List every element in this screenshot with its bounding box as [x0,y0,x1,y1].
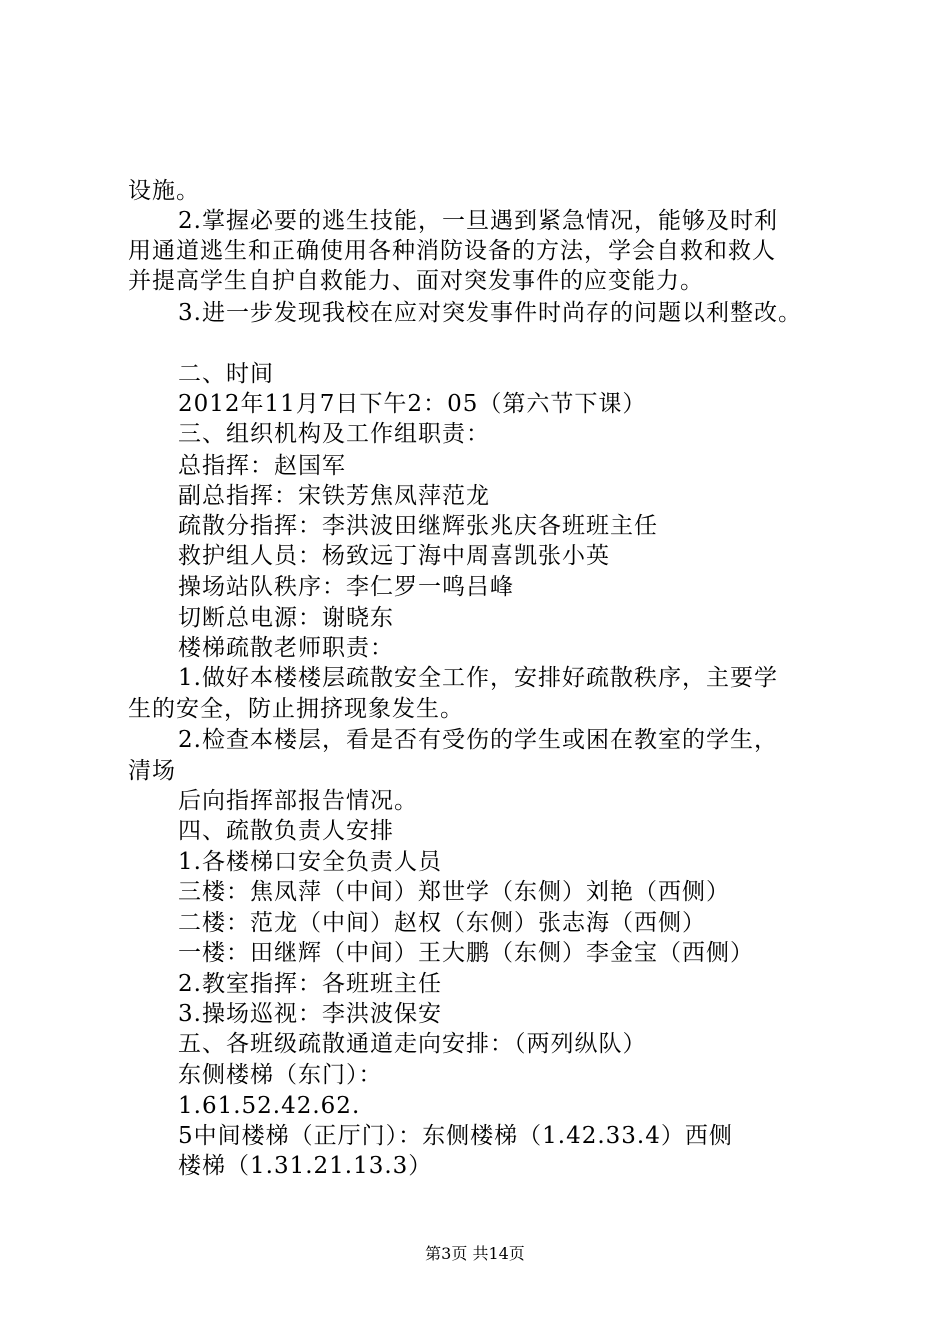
text-line: 1.做好本楼楼层疏散安全工作，安排好疏散秩序，主要学 [178,665,778,691]
text-line: 疏散分指挥：李洪波田继辉张兆庆各班班主任 [178,513,658,539]
text-line: 并提高学生自护自救能力、面对突发事件的应变能力。 [128,268,704,294]
text-line: 5中间楼梯（正厅门）：东侧楼梯（1.42.33.4）西侧 [178,1123,733,1149]
text-line: 切断总电源：谢晓东 [178,605,394,631]
text-line: 后向指挥部报告情况。 [178,788,418,814]
text-line: 2.检查本楼层，看是否有受伤的学生或困在教室的学生， [178,727,778,753]
text-line: 救护组人员：杨致远丁海中周喜凯张小英 [178,543,610,569]
section-heading: 三、组织机构及工作组职责： [178,421,490,447]
text-line: 生的安全，防止拥挤现象发生。 [128,696,464,722]
text-line: 2012年11月7日下午2：05（第六节下课） [178,391,647,417]
section-heading: 五、各班级疏散通道走向安排：（两列纵队） [178,1031,647,1057]
text-line: 操场站队秩序：李仁罗一鸣吕峰 [178,574,514,600]
text-line: 2.教室指挥：各班班主任 [178,971,442,997]
page-number-footer: 第3页 共14页 [425,1244,525,1263]
text-line: 1.61.52.42.62. [178,1093,361,1119]
text-line: 1.各楼梯口安全负责人员 [178,849,442,875]
text-line: 二楼：范龙（中间）赵权（东侧）张志海（西侧） [178,910,706,936]
text-line: 2.掌握必要的逃生技能，一旦遇到紧急情况，能够及时利 [178,208,778,234]
text-line: 东侧楼梯（东门）： [178,1062,383,1088]
text-line: 设施。 [128,178,200,204]
text-line: 总指挥：赵国军 [178,453,346,479]
text-line: 3.进一步发现我校在应对突发事件时尚存的问题以利整改。 [178,300,802,326]
text-line: 三楼：焦凤萍（中间）郑世学（东侧）刘艳（西侧） [178,879,730,905]
text-line: 用通道逃生和正确使用各种消防设备的方法，学会自救和救人 [128,238,776,264]
text-line: 3.操场巡视：李洪波保安 [178,1001,442,1027]
text-line: 副总指挥：宋铁芳焦凤萍范龙 [178,483,490,509]
text-line: 清场 [128,758,176,784]
section-heading: 四、疏散负责人安排 [178,818,394,844]
text-line: 楼梯疏散老师职责： [178,635,394,661]
text-line: 楼梯（1.31.21.13.3） [178,1153,433,1179]
text-line: 一楼：田继辉（中间）王大鹏（东侧）李金宝（西侧） [178,940,754,966]
section-heading: 二、时间 [178,361,274,387]
